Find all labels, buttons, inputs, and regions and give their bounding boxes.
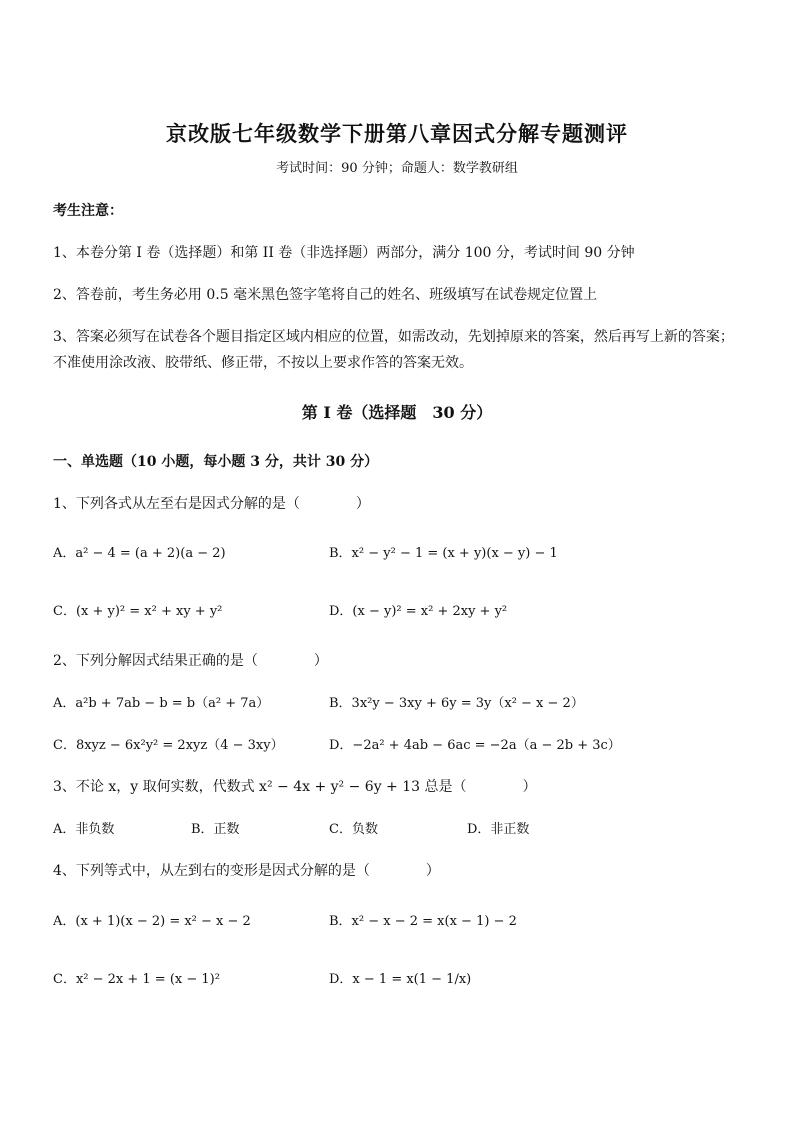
question-2-option-b: B．3x²y − 3xy + 6y = 3y（x² − x − 2） [329, 696, 584, 711]
question-1-option-c: C．(x + y)² = x² + xy + y² [53, 604, 223, 619]
question-1-option-d: D．(x − y)² = x² + 2xy + y² [329, 604, 508, 619]
notice-item-1: 1、本卷分第 I 卷（选择题）和第 II 卷（非选择题）两部分，满分 100 分，考试时间 90 分钟 [53, 245, 635, 261]
question-4-option-b: B．x² − x − 2 = x(x − 1) − 2 [329, 914, 517, 929]
question-1-option-a: A．a² − 4 = (a + 2)(a − 2) [53, 546, 226, 561]
question-4-stem: 4、下列等式中，从左到右的变形是因式分解的是（ ） [53, 863, 440, 879]
question-3-option-b: B．正数 [191, 822, 240, 837]
question-4-option-a: A．(x + 1)(x − 2) = x² − x − 2 [53, 914, 251, 929]
notice-item-2: 2、答卷前，考生务必用 0.5 毫米黑色签字笔将自己的姓名、班级填写在试卷规定位置上 [53, 287, 598, 303]
question-2-stem: 2、下列分解因式结果正确的是（ ） [53, 653, 328, 669]
question-4-option-c: C．x² − 2x + 1 = (x − 1)² [53, 972, 220, 987]
notice-item-3: 3、答案必须写在试卷各个题目指定区域内相应的位置，如需改动，先划掉原来的答案，然后再写上新的答案；不准使用涂改液、胶带纸、修正带，不按以上要求作答的答案无效。 [53, 329, 734, 371]
notice-title: 考生注意： [53, 203, 123, 219]
section-title: 第 I 卷（选择题 30 分） [301, 403, 493, 422]
question-3-option-a: A．非负数 [53, 822, 115, 837]
page-title: 京改版七年级数学下册第八章因式分解专题测评 [166, 121, 628, 146]
question-1-stem: 1、下列各式从左至右是因式分解的是（ ） [53, 496, 370, 512]
question-2-option-a: A．a²b + 7ab − b = b（a² + 7a） [53, 696, 270, 711]
part-title: 一、单选题（10 小题，每小题 3 分，共计 30 分） [53, 454, 379, 470]
question-1-option-b: B．x² − y² − 1 = (x + y)(x − y) − 1 [329, 546, 558, 561]
question-3-option-d: D．非正数 [467, 822, 530, 837]
question-3-stem: 3、不论 x，y 取何实数，代数式 x² − 4x + y² − 6y + 13 总是（ ） [53, 779, 537, 795]
exam-info: 考试时间：90 分钟；命题人：数学教研组 [276, 161, 518, 176]
question-2-option-c: C．8xyz − 6x²y² = 2xyz（4 − 3xy） [53, 738, 284, 753]
question-2-option-d: D．−2a² + 4ab − 6ac = −2a（a − 2b + 3c） [329, 738, 621, 753]
question-4-option-d: D．x − 1 = x(1 − 1/x) [329, 972, 472, 987]
question-3-option-c: C．负数 [329, 822, 378, 837]
